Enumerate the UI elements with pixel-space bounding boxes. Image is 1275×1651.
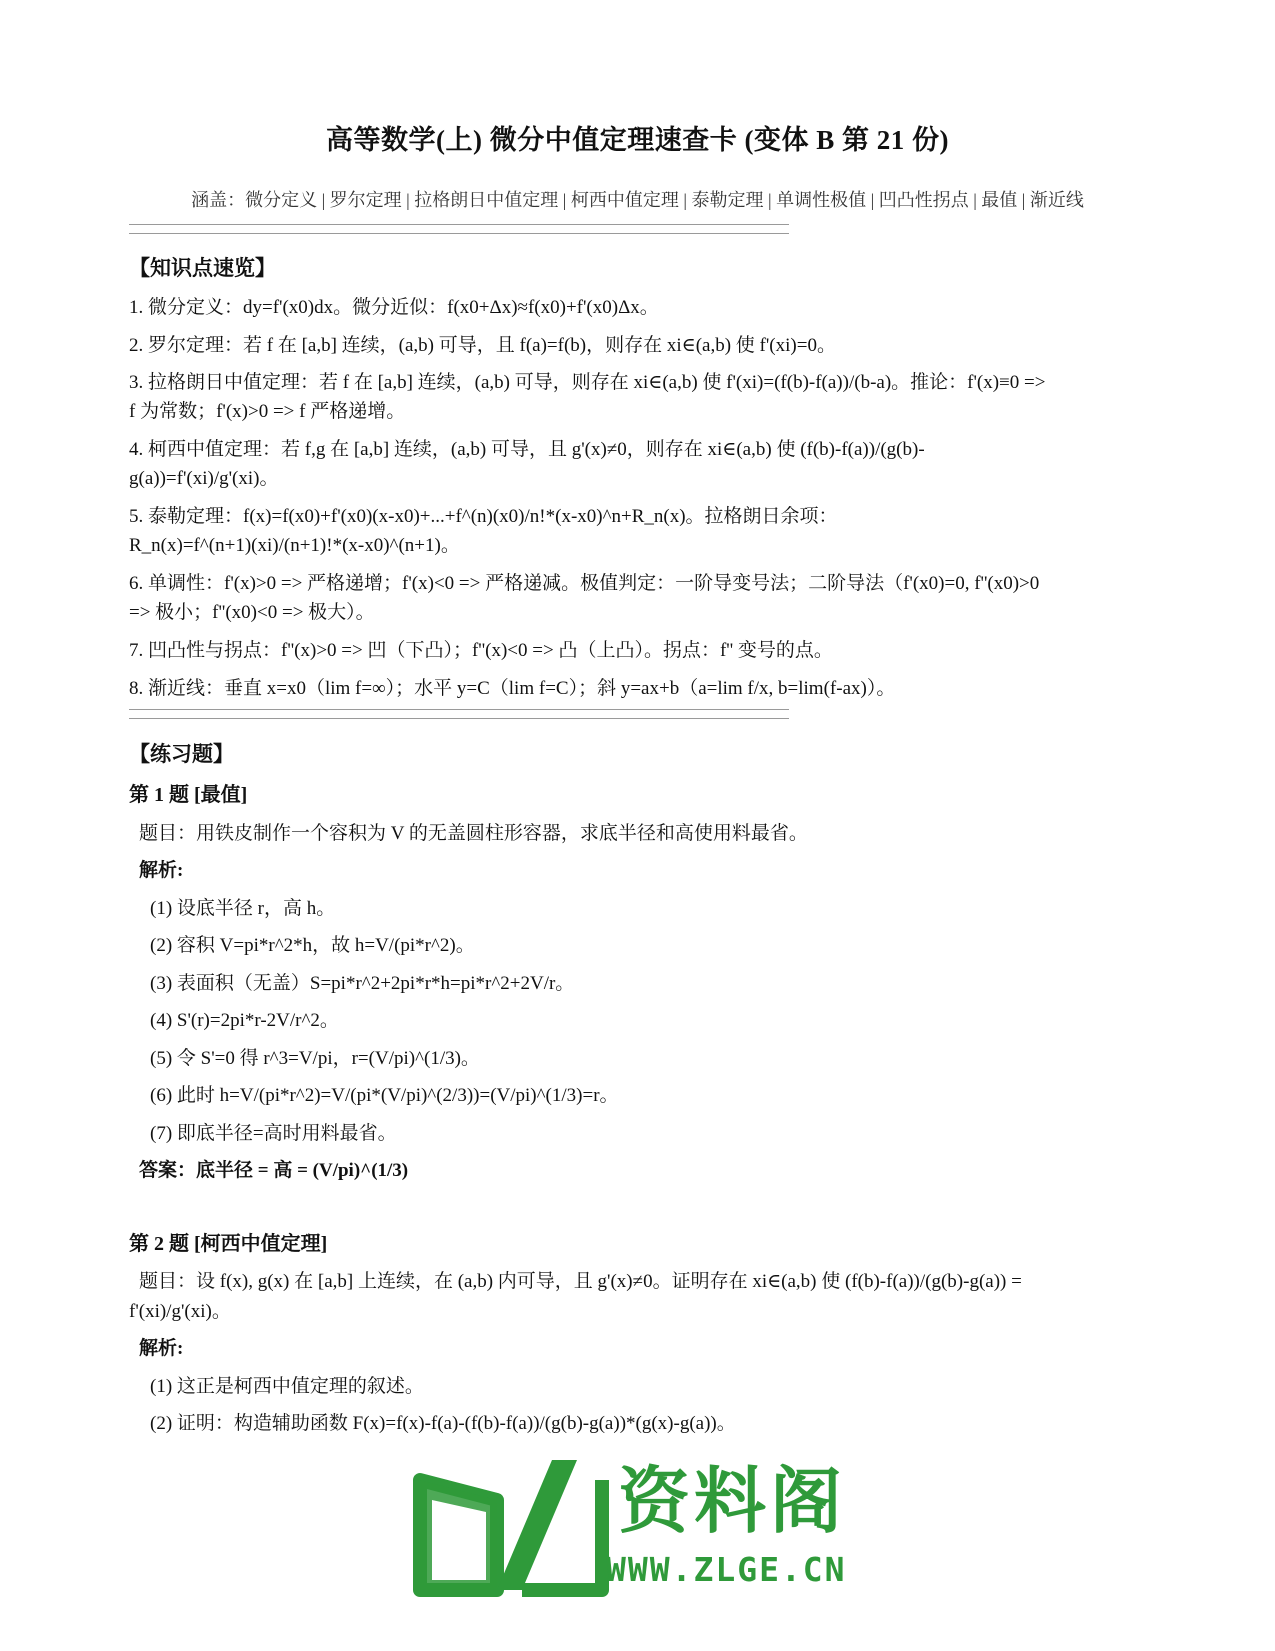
knowledge-line: => 极小；f''(x0)<0 => 极大）。 [129,602,375,623]
page-subtitle: 涵盖：微分定义 | 罗尔定理 | 拉格朗日中值定理 | 柯西中值定理 | 泰勒定理 | 单调性极值 | 凹凸性拐点 | 最值 | 渐近线 [191,190,1084,210]
analysis-label: 解析: [139,1338,184,1359]
solution-step: (2) 容积 V=pi*r^2*h，故 h=V/(pi*r^2)。 [150,935,475,956]
solution-step: (2) 证明：构造辅助函数 F(x)=f(x)-f(a)-(f(b)-f(a))/(g(b)-g(a))*(g(x)-g(a))。 [150,1413,736,1434]
divider [129,224,789,234]
watermark-text: 资料阁 [618,1459,847,1543]
solution-step: (1) 这正是柯西中值定理的叙述。 [150,1376,424,1397]
knowledge-line: 7. 凹凸性与拐点：f''(x)>0 => 凹（下凸）；f''(x)<0 => 凸（上凸）。拐点：f'' 变号的点。 [129,640,833,661]
analysis-label: 解析: [139,860,184,881]
solution-step: (5) 令 S'=0 得 r^3=V/pi，r=(V/pi)^(1/3)。 [150,1048,480,1069]
problem-title: 第 2 题 [柯西中值定理] [129,1233,328,1255]
exercises-heading: 【练习题】 [129,742,234,766]
page-title: 高等数学(上) 微分中值定理速查卡 (变体 B 第 21 份) [326,125,949,155]
solution-step: (3) 表面积（无盖）S=pi*r^2+2pi*r*h=pi*r^2+2V/r。 [150,973,575,994]
knowledge-line: R_n(x)=f^(n+1)(xi)/(n+1)!*(x-x0)^(n+1)。 [129,535,460,556]
problem-title: 第 1 题 [最值] [129,784,248,806]
knowledge-line: 4. 柯西中值定理：若 f,g 在 [a,b] 连续，(a,b) 可导，且 g'(x)≠0，则存在 xi∈(a,b) 使 (f(b)-f(a))/(g(b)- [129,439,925,460]
solution-step: (4) S'(r)=2pi*r-2V/r^2。 [150,1010,339,1031]
knowledge-line: 2. 罗尔定理：若 f 在 [a,b] 连续，(a,b) 可导，且 f(a)=f(b)，则存在 xi∈(a,b) 使 f'(xi)=0。 [129,335,836,356]
answer: 答案：底半径 = 高 = (V/pi)^(1/3) [139,1160,409,1181]
knowledge-line: g(a))=f'(xi)/g'(xi)。 [129,468,279,489]
problem-question-continued: f'(xi)/g'(xi)。 [129,1301,231,1322]
solution-step: (7) 即底半径=高时用料最省。 [150,1123,397,1144]
knowledge-line: f 为常数；f'(x)>0 => f 严格递增。 [129,401,406,422]
solution-step: (1) 设底半径 r，高 h。 [150,898,336,919]
problem-question: 题目：用铁皮制作一个容积为 V 的无盖圆柱形容器，求底半径和高使用料最省。 [139,823,808,844]
knowledge-line: 1. 微分定义：dy=f'(x0)dx。微分近似：f(x0+Δx)≈f(x0)+f'(x0)Δx。 [129,297,659,318]
knowledge-line: 8. 渐近线：垂直 x=x0（lim f=∞）；水平 y=C（lim f=C）；斜 y=ax+b（a=lim f/x, b=lim(f-ax)）。 [129,678,896,699]
solution-step: (6) 此时 h=V/(pi*r^2)=V/(pi*(V/pi)^(2/3))=(V/pi)^(1/3)=r。 [150,1085,619,1106]
divider [129,709,789,719]
problem-question: 题目：设 f(x), g(x) 在 [a,b] 上连续，在 (a,b) 内可导，且 g'(x)≠0。证明存在 xi∈(a,b) 使 (f(b)-f(a))/(g(b)-g(a)) = [139,1271,1022,1292]
watermark-url: WWW.ZLGE.CN [606,1550,847,1589]
knowledge-line: 5. 泰勒定理：f(x)=f(x0)+f'(x0)(x-x0)+...+f^(n)(x0)/n!*(x-x0)^n+R_n(x)。拉格朗日余项： [129,506,838,527]
knowledge-line: 3. 拉格朗日中值定理：若 f 在 [a,b] 连续，(a,b) 可导，则存在 xi∈(a,b) 使 f'(xi)=(f(b)-f(a))/(b-a)。推论：f'(x)≡0 => [129,372,1046,393]
knowledge-heading: 【知识点速览】 [129,256,276,280]
knowledge-line: 6. 单调性：f'(x)>0 => 严格递增；f'(x)<0 => 严格递减。极值判定：一阶导变号法；二阶导法（f'(x0)=0, f''(x0)>0 [129,573,1040,594]
